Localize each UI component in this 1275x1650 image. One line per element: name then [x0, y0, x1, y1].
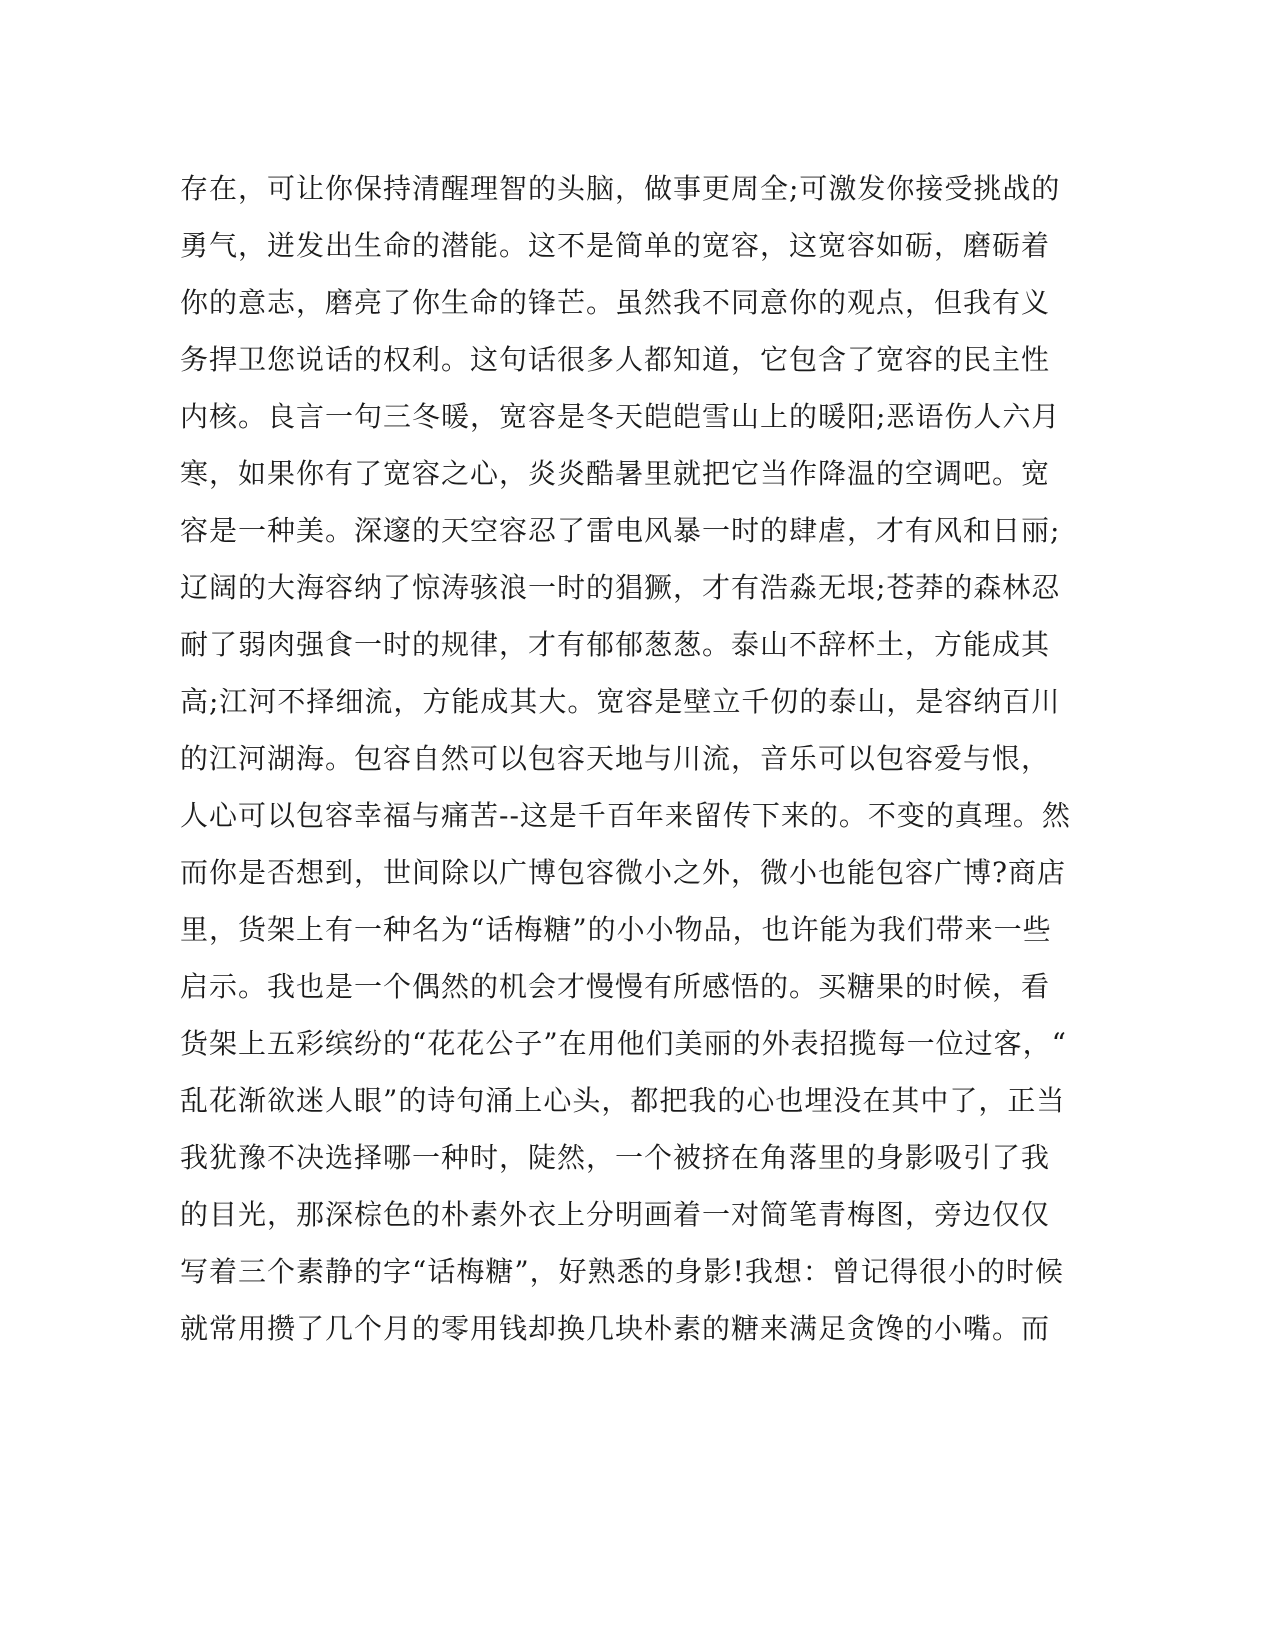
text-line: 启示。我也是一个偶然的机会才慢慢有所感悟的。买糖果的时候，看: [180, 970, 1051, 1003]
text-line: 的江河湖海。包容自然可以包容天地与川流，音乐可以包容爱与恨，: [180, 742, 1051, 775]
text-line: 我犹豫不决选择哪一种时，陡然，一个被挤在角落里的身影吸引了我: [180, 1141, 1051, 1174]
text-line: 里，货架上有一种名为“话梅糖”的小小物品，也许能为我们带来一些: [180, 913, 1052, 946]
text-line: 人心可以包容幸福与痛苦--这是千百年来留传下来的。不变的真理。然: [180, 799, 1071, 832]
text-line: 辽阔的大海容纳了惊涛骇浪一时的猖獗，才有浩淼无垠;苍莽的森林忍: [180, 571, 1061, 604]
text-line: 的目光，那深棕色的朴素外衣上分明画着一对简笔青梅图，旁边仅仅: [180, 1198, 1051, 1231]
text-line: 存在，可让你保持清醒理智的头脑，做事更周全;可激发你接受挑战的: [180, 172, 1061, 205]
text-line: 货架上五彩缤纷的“花花公子”在用他们美丽的外表招揽每一位过客，“: [180, 1027, 1067, 1060]
text-line: 务捍卫您说话的权利。这句话很多人都知道，它包含了宽容的民主性: [180, 343, 1051, 376]
text-line: 而你是否想到，世间除以广博包容微小之外，微小也能包容广博?商店: [180, 856, 1067, 889]
text-line: 容是一种美。深邃的天空容忍了雷电风暴一时的肆虐，才有风和日丽;: [180, 514, 1061, 547]
text-line: 就常用攒了几个月的零用钱却换几块朴素的糖来满足贪馋的小嘴。而: [180, 1312, 1051, 1345]
text-line: 勇气，迸发出生命的潜能。这不是简单的宽容，这宽容如砺，磨砺着: [180, 229, 1051, 262]
body-text: [180, 160, 1071, 1357]
text-line: 乱花渐欲迷人眼”的诗句涌上心头，都把我的心也埋没在其中了，正当: [180, 1084, 1066, 1117]
text-line: 高;江河不择细流，方能成其大。宽容是壁立千仞的泰山，是容纳百川: [180, 685, 1061, 718]
text-line: 写着三个素静的字“话梅糖”，好熟悉的身影!我想：曾记得很小的时候: [180, 1255, 1064, 1288]
text-line: 你的意志，磨亮了你生命的锋芒。虽然我不同意你的观点，但我有义: [180, 286, 1051, 319]
text-line: 寒，如果你有了宽容之心，炎炎酷暑里就把它当作降温的空调吧。宽: [180, 457, 1051, 490]
text-line: 耐了弱肉强食一时的规律，才有郁郁葱葱。泰山不辞杯土，方能成其: [180, 628, 1051, 661]
text-line: 内核。良言一句三冬暖，宽容是冬天皑皑雪山上的暖阳;恶语伤人六月: [180, 400, 1061, 433]
